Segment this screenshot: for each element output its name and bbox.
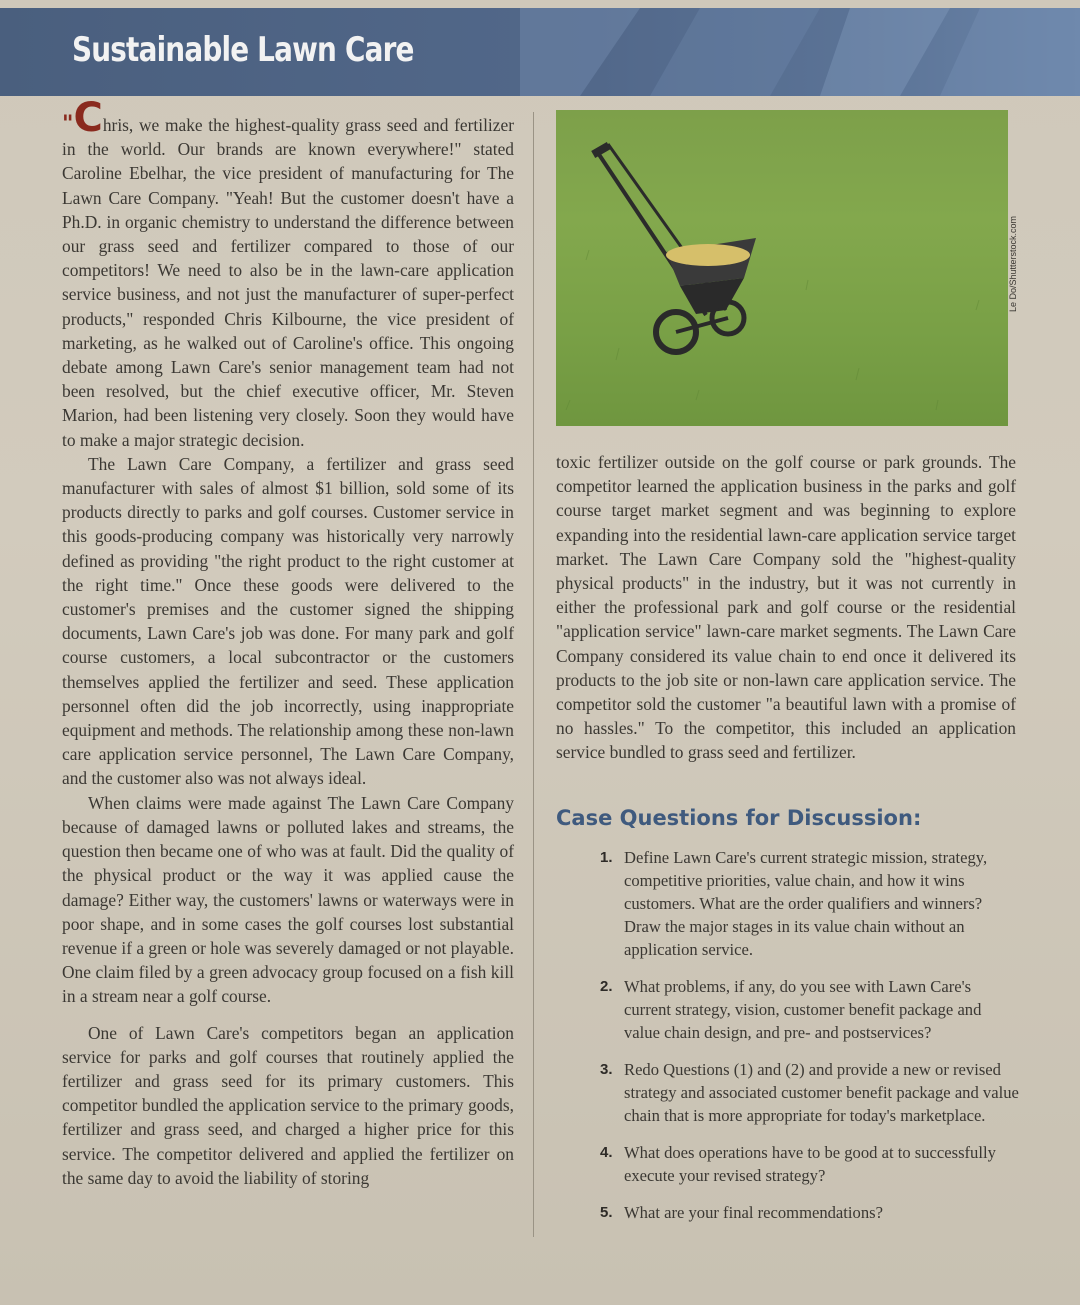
question-item: [600, 1201, 1020, 1224]
column-divider: [533, 112, 534, 1237]
lawn-spreader-photo: [556, 110, 1008, 426]
paragraph-text: hris, we make the highest-quality grass seed and fertilizer in the world. Our brands are known everywhere!" stated Caroline Ebelhar, the vice president of manufacturing for The Lawn Care Company. "Yeah! But the customer doesn't have a Ph.D. in organic chemistry to understand the difference between our grass seed and fertilizer compared to those of our competitors! We need to also be in the lawn-care application service business, and not just the manufacturer of super-perfect products," responded Chris Kilbourne, the vice president of marketing, as he walked out of Caroline's office. This ongoing debate among Lawn Care's senior management team had not been resolved, but the chief executive officer, Mr. Steven Marion, had been listening very closely. Soon they would have to make a major strategic decision.: [62, 115, 514, 450]
question-item: [600, 975, 1020, 1044]
case-questions-list: [600, 846, 1020, 1238]
article-paragraph: One of Lawn Care's competitors began an application service for parks and golf courses that routinely applied the fertilizer and grass seed for its primary customers. This competitor bundled the application service to the primary goods, fertilizer and grass seed, and charged a higher price for this service. The competitor delivered and applied the fertilizer on the same day to avoid the liability of storing: [62, 1022, 514, 1188]
drop-cap: C: [73, 95, 103, 141]
article-paragraph: toxic fertilizer outside on the golf course or park grounds. The competitor learned the application business in the parks and golf course target market segment and was beginning to explore expanding into the residential lawn-care application service target market. The Lawn Care Company sold the "highest-quality physical products" in the industry, but it was not currently in either the professional park and golf course or the residential "application service" lawn-care market segments. The Lawn Care Company considered its value chain to end once it delivered its products to the job site or non-lawn care application service. The competitor sold the customer "a beautiful lawn with a promise of no hassles." To the competitor, this included an application service bundled to grass seed and fertilizer.: [556, 452, 1016, 763]
article-paragraph: The Lawn Care Company, a fertilizer and grass seed manufacturer with sales of almost $1 billion, sold some of its products directly to parks and golf courses. Customer service in this goods-producing company was historically very narrowly defined as providing "the right product to the right customer at the right time." Once these goods were delivered to the customer's premises and the customer signed the shipping documents, Lawn Care's job was done. For many park and golf course customers, a local subcontractor or the customers themselves applied the fertilizer and seed. These application personnel often did the job incorrectly, using inappropriate equipment and methods. The relationship among these non-lawn care application service personnel, The Lawn Care Company, and the customer also was not always ideal.: [62, 453, 514, 789]
question-item: [600, 1141, 1020, 1187]
page-title: Sustainable Lawn Care: [72, 30, 414, 70]
photo-credit: Le Do/Shutterstock.com: [1008, 215, 1018, 312]
article-paragraph: [62, 95, 514, 452]
question-text: Define Lawn Care's current strategic mission, strategy, competitive priorities, value chain, and how it wins customers. What are the order qualifiers and winners? Draw the major stages in its value chain without an application service.: [624, 848, 988, 959]
drop-quote-mark: ": [62, 112, 74, 137]
question-item: [600, 846, 1020, 961]
spreader-illustration: [556, 110, 1008, 426]
question-text: What does operations have to be good at to successfully execute your revised strategy?: [624, 1143, 996, 1185]
question-number: 2.: [600, 978, 613, 995]
article-left-column: [62, 95, 514, 1190]
banner-decoration: [520, 8, 1080, 96]
question-number: 5.: [600, 1204, 613, 1221]
question-number: 4.: [600, 1144, 613, 1161]
article-paragraph: When claims were made against The Lawn Care Company because of damaged lawns or polluted lakes and streams, the question then became one of who was at fault. Did the quality of the physical product or the way it was applied cause the damage? Either way, the customers' lawns or waterways were in poor shape, and in some cases the golf courses lost substantial revenue if a green or hole was severely damaged or not playable. One claim filed by a green advocacy group focused on a fish kill in a stream near a golf course.: [62, 792, 514, 1007]
question-number: 3.: [600, 1061, 613, 1078]
question-text: What are your final recommendations?: [624, 1203, 883, 1222]
question-number: 1.: [600, 849, 613, 866]
case-questions-heading: Case Questions for Discussion:: [556, 806, 922, 830]
question-item: [600, 1058, 1020, 1127]
article-right-column: [556, 450, 1016, 765]
question-text: Redo Questions (1) and (2) and provide a new or revised strategy and associated customer benefit package and value chain that is more appropriate for today's marketplace.: [624, 1060, 1019, 1125]
question-text: What problems, if any, do you see with Lawn Care's current strategy, vision, customer benefit package and value chain design, and pre- and postservices?: [624, 977, 982, 1042]
title-banner: [0, 8, 1080, 96]
